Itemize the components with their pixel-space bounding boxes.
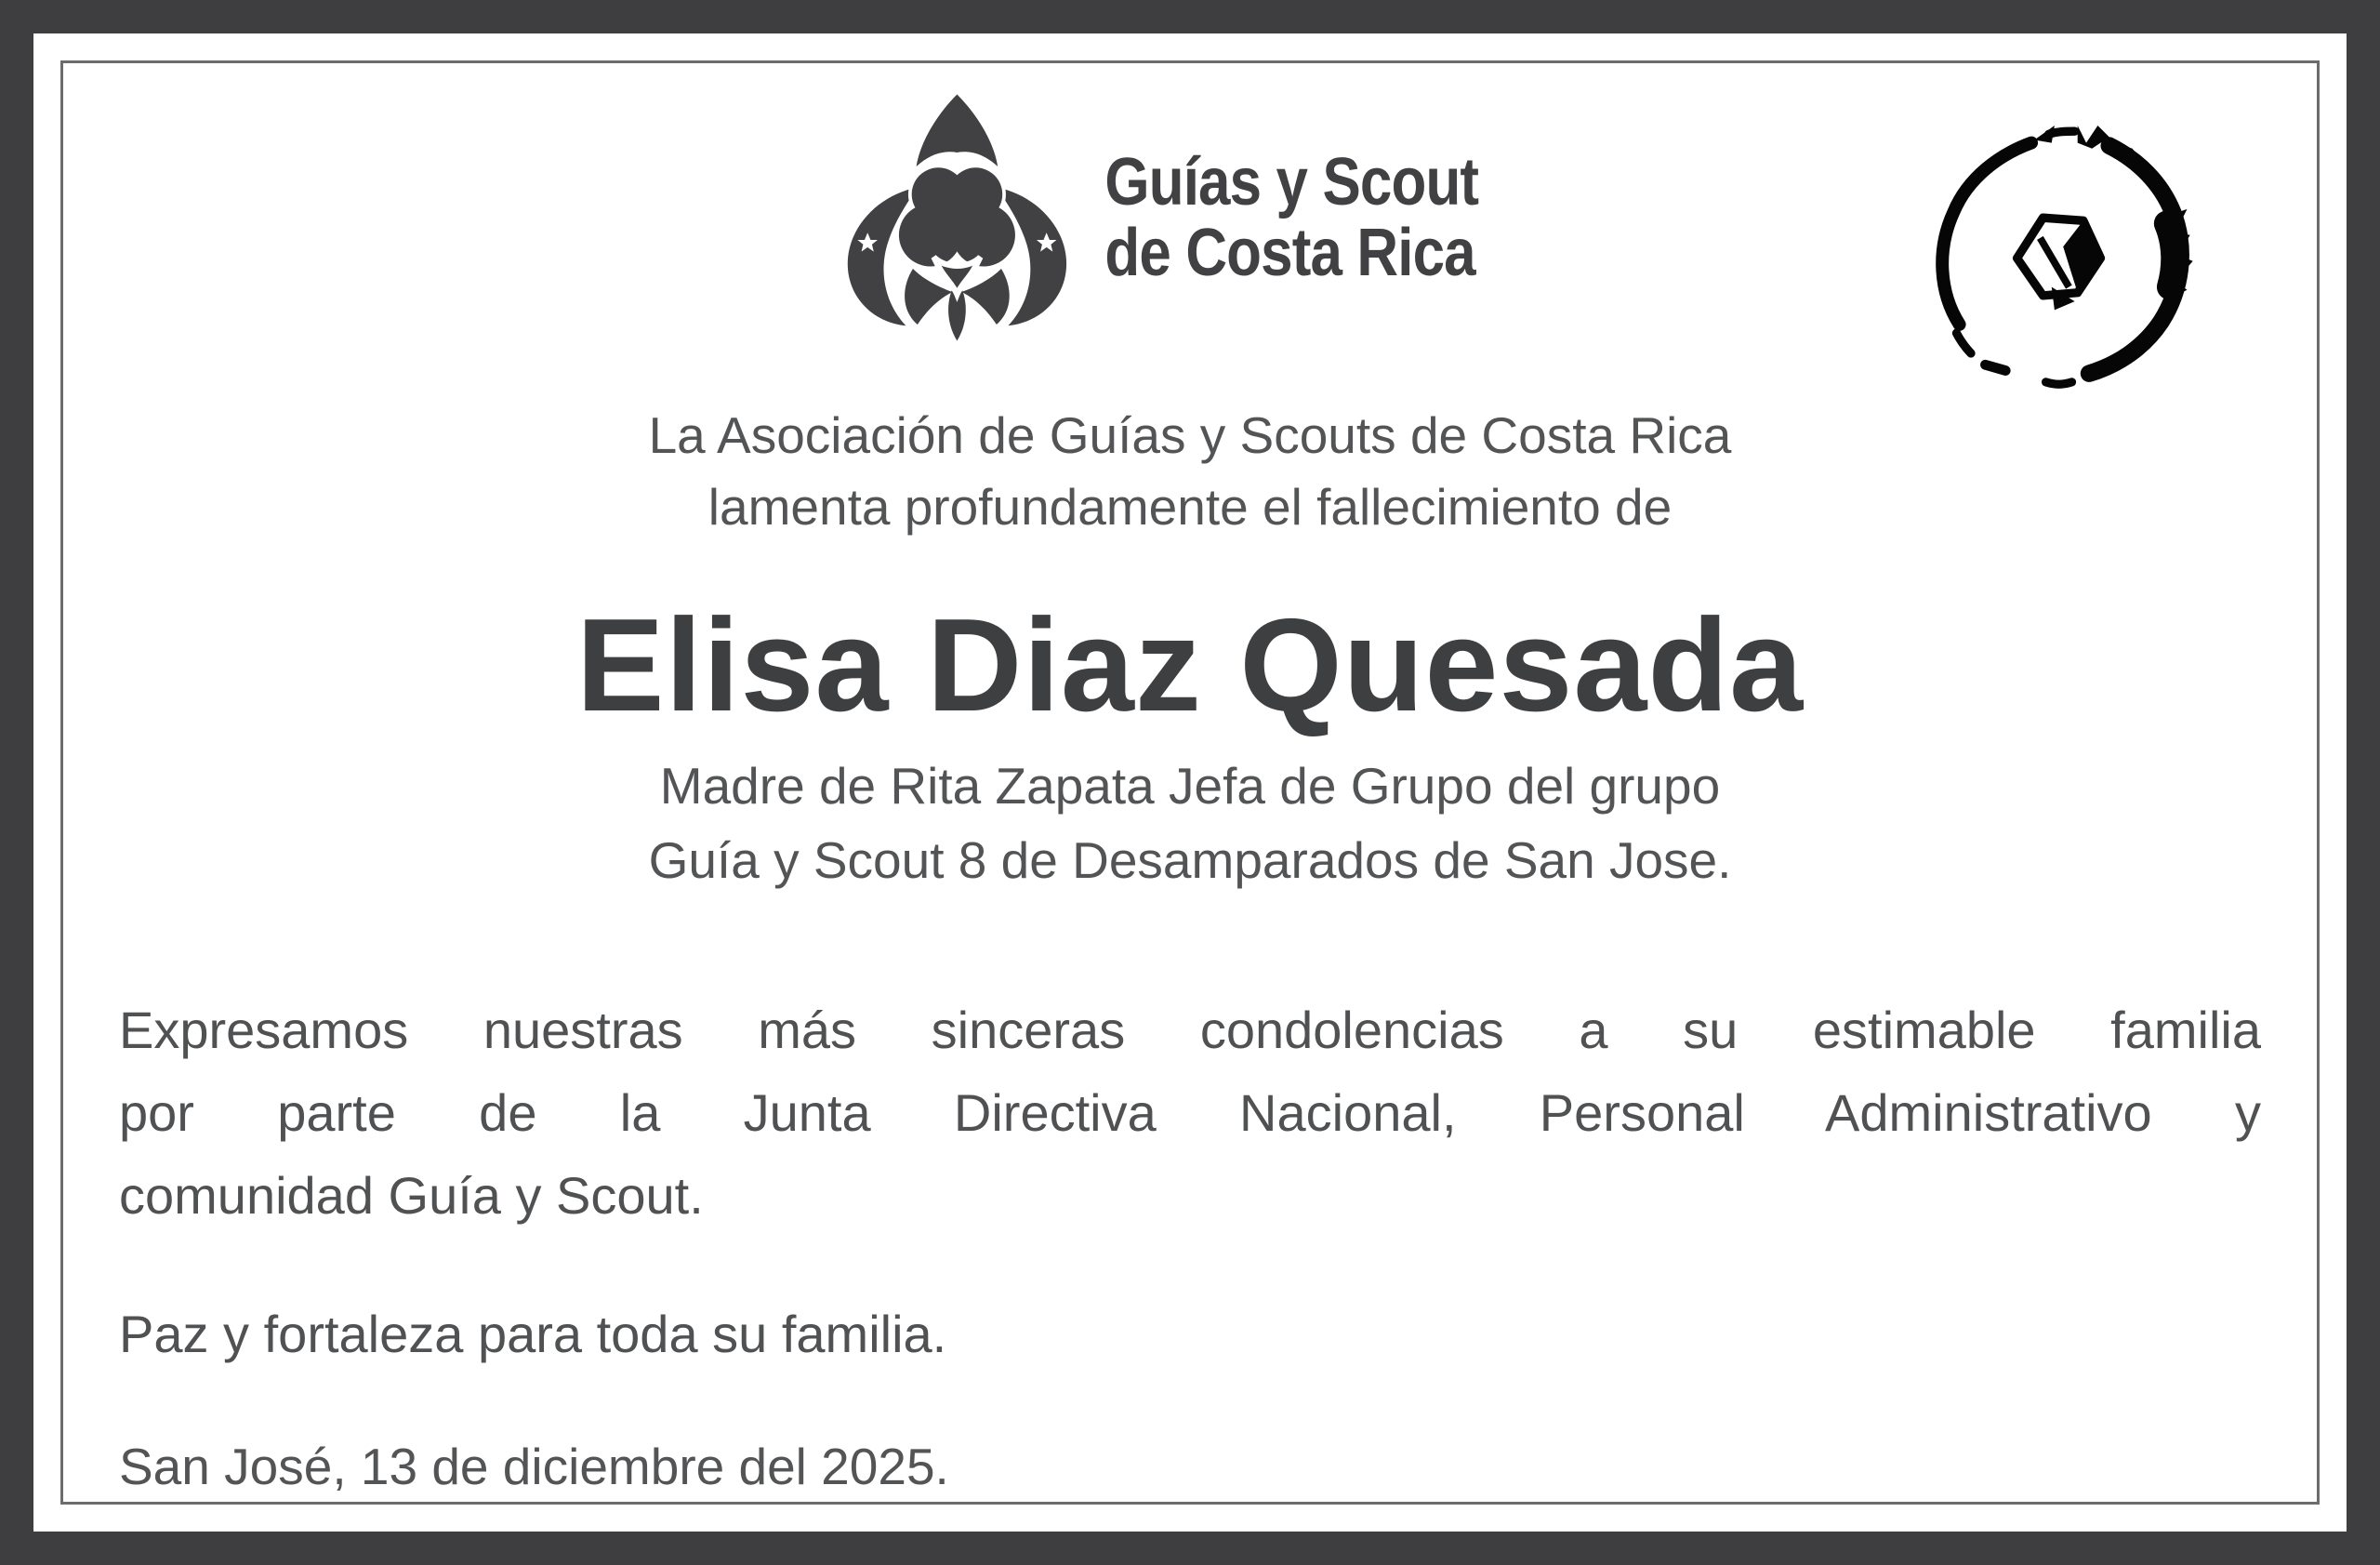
intro-line-2: lamenta profundamente el fallecimiento de — [707, 478, 1673, 536]
intro-text — [119, 400, 2261, 543]
condolence-line: Expresamos nuestras más sinceras condolencias a su estimable familia — [119, 1001, 2261, 1060]
condolence-line: comunidad Guía y Scout. — [119, 1166, 704, 1226]
scout-fleur-de-lis-icon — [840, 86, 1073, 350]
header — [119, 86, 2261, 385]
condolence-line: por parte de la Junta Directiva Nacional, Personal Administrativo y — [119, 1083, 2261, 1143]
condolence-paragraph — [119, 988, 2261, 1237]
dateline-text: San José, 13 de diciembre del 2025. — [119, 1438, 949, 1496]
closing-text: Paz y fortaleza para toda su familia. — [119, 1305, 947, 1364]
brand-group — [840, 86, 1539, 350]
deceased-name: Elisa Diaz Quesada — [575, 591, 1805, 739]
brand-wordmark — [1104, 144, 1479, 290]
stamp-emblem-icon — [1913, 104, 2202, 406]
relation-line-2: Guía y Scout 8 de Desamparados de San Jose. — [648, 831, 1732, 890]
relation-line-1: Madre de Rita Zapata Jefa de Grupo del grupo — [659, 757, 1721, 816]
brand-wordmark-line1: Guías y Scout — [1104, 144, 1479, 219]
relation-text — [119, 749, 2261, 897]
brand-wordmark-line2: de Costa Rica — [1104, 216, 1475, 290]
inner-bordered-card — [60, 60, 2320, 1505]
intro-line-1: La Asociación de Guías y Scouts de Costa Rica — [648, 406, 1732, 464]
stamp-center-mark — [2017, 218, 2101, 310]
